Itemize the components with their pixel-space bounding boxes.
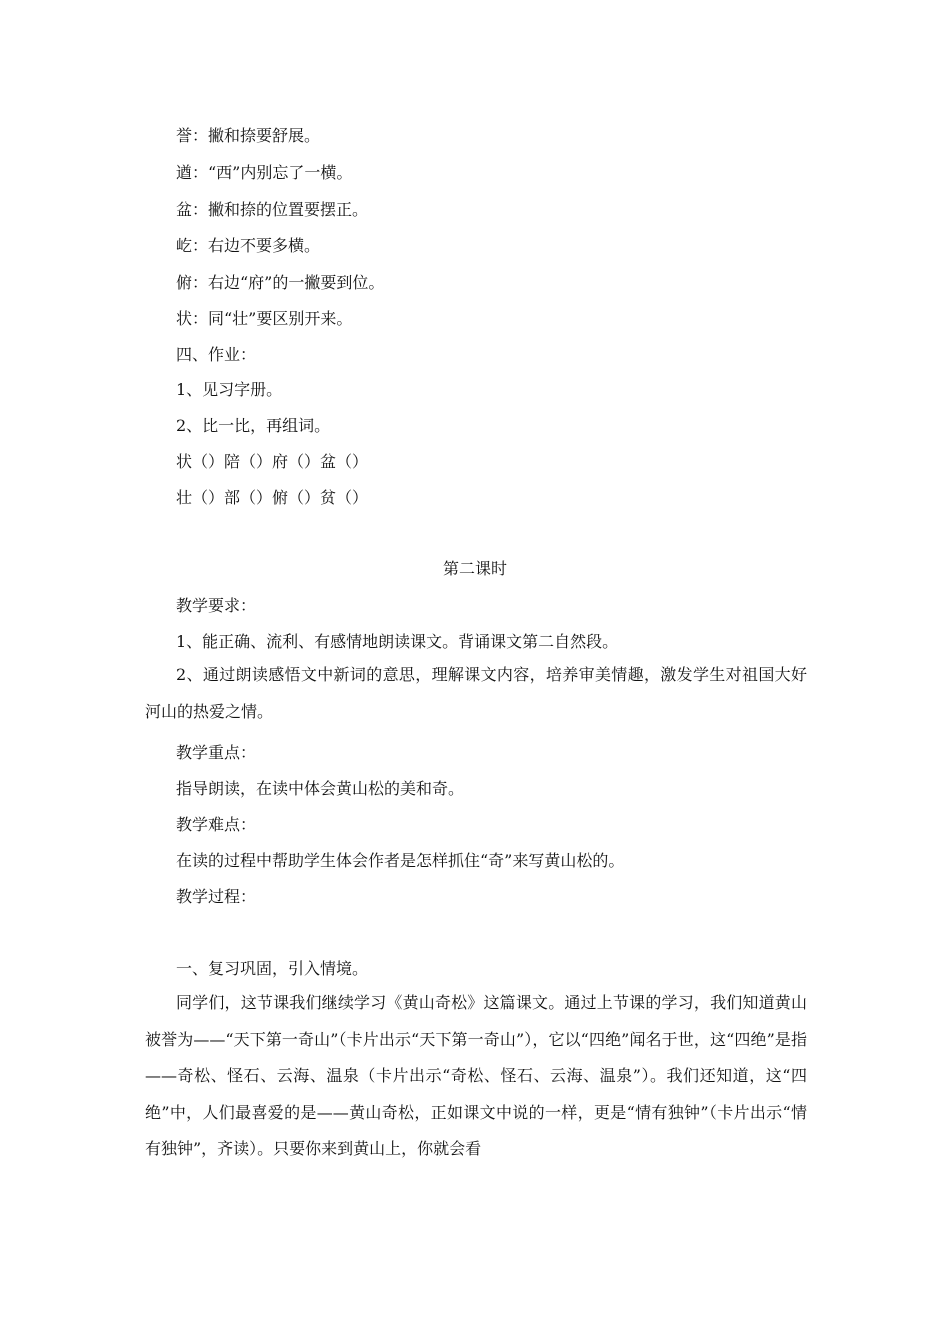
stroke-note-fu: 俯：右边“府”的一撇要到位。: [176, 273, 385, 292]
key-points-heading: 教学重点：: [176, 743, 257, 762]
process-heading: 教学过程：: [176, 887, 257, 906]
difficulties-text: 在读的过程中帮助学生体会作者是怎样抓住“奇”来写黄山松的。: [176, 851, 625, 870]
key-points-text: 指导朗读，在读中体会黄山松的美和奇。: [176, 779, 465, 798]
difficulties-heading: 教学难点：: [176, 815, 257, 834]
requirements-heading: 教学要求：: [176, 596, 257, 615]
stroke-note-pen: 盆：撇和捺的位置要摆正。: [176, 200, 369, 219]
stroke-note-qiu: 遒：“西”内别忘了一横。: [176, 163, 353, 182]
homework-heading: 四、作业：: [176, 345, 257, 364]
compare-row-2: 壮（）部（）俯（）贫（）: [176, 488, 369, 507]
homework-item-1: 1、见习字册。: [176, 380, 283, 399]
stroke-note-yi: 屹：右边不要多横。: [176, 236, 321, 255]
compare-row-1: 状（）陪（）府（）盆（）: [176, 452, 369, 471]
homework-item-2: 2、比一比，再组词。: [176, 416, 331, 435]
section-title: 第二课时: [442, 559, 507, 578]
stroke-note-zhuang: 状：同“壮”要区别开来。: [176, 309, 353, 328]
requirement-1: 1、能正确、流利、有感情地朗读课文。背诵课文第二自然段。: [176, 632, 619, 651]
requirement-2: 2、通过朗读感悟文中新词的意思，理解课文内容，培养审美情趣，激发学生对祖国大好河山的热爱之情。: [145, 665, 807, 721]
step-1-heading: 一、复习巩固，引入情境。: [176, 959, 369, 978]
step-1-paragraph: 同学们，这节课我们继续学习《黄山奇松》这篇课文。通过上节课的学习，我们知道黄山被誉为——“天下第一奇山”（卡片出示“天下第一奇山”），它以“四绝”闻名于世，这“四绝”是指——奇松、怪石、云海、温泉（卡片出示“奇松、怪石、云海、温泉”）。我们还知道，这“四绝”中，人们最喜爱的是——黄山奇松，正如课文中说的一样，更是“情有独钟”（卡片出示“情有独钟”，齐读）。只要你来到黄山上，你就会看: [145, 993, 807, 1158]
stroke-note-yu: 誉：撇和捺要舒展。: [176, 126, 321, 145]
